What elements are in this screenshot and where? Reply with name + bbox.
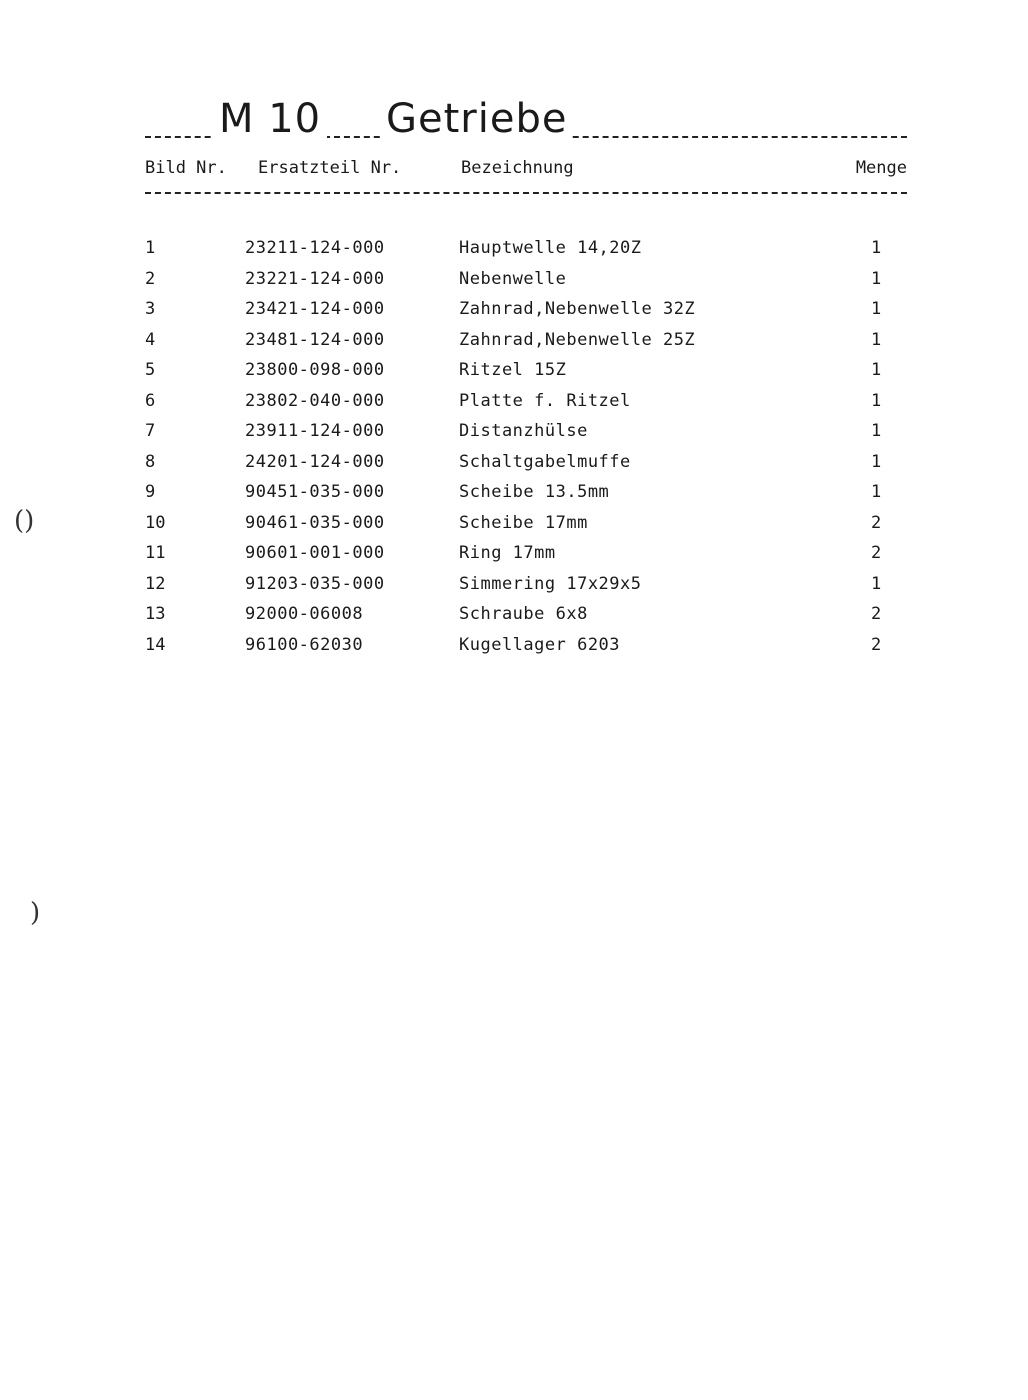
page-title bbox=[145, 96, 907, 146]
header-bezeichnung: Bezeichnung bbox=[461, 158, 574, 178]
menge: 1 bbox=[871, 299, 882, 319]
bezeichnung: Nebenwelle bbox=[459, 268, 567, 289]
bezeichnung: Schaltgabelmuffe bbox=[459, 451, 631, 472]
bild-nr: 3 bbox=[145, 299, 156, 319]
table-row bbox=[145, 635, 907, 666]
ersatzteil-nr: 91203-035-000 bbox=[245, 573, 385, 594]
ersatzteil-nr: 90451-035-000 bbox=[245, 482, 385, 502]
bezeichnung: Kugellager 6203 bbox=[459, 634, 621, 655]
menge: 1 bbox=[871, 390, 882, 411]
bild-nr: 8 bbox=[145, 451, 156, 472]
section-name: Getriebe bbox=[382, 96, 571, 142]
bezeichnung: Platte f. Ritzel bbox=[459, 390, 631, 411]
header-menge: Menge bbox=[855, 158, 907, 178]
bezeichnung: Ritzel 15Z bbox=[459, 360, 567, 380]
punch-hole-mark: () bbox=[14, 506, 35, 536]
bild-nr: 1 bbox=[145, 238, 156, 258]
bezeichnung: Scheibe 13.5mm bbox=[459, 482, 610, 502]
bezeichnung: Ring 17mm bbox=[459, 543, 556, 563]
table-row bbox=[145, 391, 907, 422]
bezeichnung: Hauptwelle 14,20Z bbox=[459, 238, 642, 258]
bild-nr: 9 bbox=[145, 482, 156, 502]
table-row bbox=[145, 360, 907, 391]
bild-nr: 4 bbox=[145, 329, 156, 350]
bezeichnung: Simmering 17x29x5 bbox=[459, 573, 642, 594]
ersatzteil-nr: 23421-124-000 bbox=[245, 299, 385, 319]
menge: 1 bbox=[871, 268, 882, 289]
menge: 2 bbox=[871, 543, 882, 563]
menge: 1 bbox=[871, 421, 882, 441]
bezeichnung: Schraube 6x8 bbox=[459, 604, 588, 624]
bild-nr: 11 bbox=[145, 543, 166, 563]
menge: 1 bbox=[871, 451, 882, 472]
table-row bbox=[145, 238, 907, 269]
menge: 1 bbox=[871, 329, 882, 350]
ersatzteil-nr: 23211-124-000 bbox=[245, 238, 385, 258]
table-row bbox=[145, 513, 907, 544]
ersatzteil-nr: 24201-124-000 bbox=[245, 451, 385, 472]
header-ersatzteil-nr: Ersatzteil Nr. bbox=[258, 158, 402, 178]
ersatzteil-nr: 90601-001-000 bbox=[245, 543, 385, 563]
ersatzteil-nr: 23800-098-000 bbox=[245, 360, 385, 380]
punch-hole-mark: ) bbox=[30, 898, 41, 928]
table-row bbox=[145, 574, 907, 605]
table-row bbox=[145, 452, 907, 483]
ersatzteil-nr: 23911-124-000 bbox=[245, 421, 385, 441]
table-row bbox=[145, 269, 907, 300]
table-row bbox=[145, 421, 907, 452]
ersatzteil-nr: 23221-124-000 bbox=[245, 268, 385, 289]
bezeichnung: Zahnrad,Nebenwelle 32Z bbox=[459, 299, 696, 319]
menge: 2 bbox=[871, 512, 882, 533]
bild-nr: 10 bbox=[145, 512, 166, 533]
menge: 1 bbox=[871, 482, 882, 502]
bezeichnung: Distanzhülse bbox=[459, 421, 588, 441]
menge: 1 bbox=[871, 238, 882, 258]
bild-nr: 6 bbox=[145, 390, 156, 411]
ersatzteil-nr: 23802-040-000 bbox=[245, 390, 385, 411]
parts-table bbox=[145, 238, 907, 665]
table-header bbox=[145, 158, 907, 182]
header-bild-nr: Bild Nr. bbox=[145, 158, 227, 178]
table-row bbox=[145, 299, 907, 330]
bild-nr: 14 bbox=[145, 634, 166, 655]
bild-nr: 2 bbox=[145, 268, 156, 289]
ersatzteil-nr: 90461-035-000 bbox=[245, 512, 385, 533]
ersatzteil-nr: 96100-62030 bbox=[245, 634, 364, 655]
table-row bbox=[145, 482, 907, 513]
menge: 2 bbox=[871, 604, 882, 624]
bild-nr: 5 bbox=[145, 360, 156, 380]
table-row bbox=[145, 330, 907, 361]
section-code: M 10 bbox=[213, 96, 327, 142]
bild-nr: 7 bbox=[145, 421, 156, 441]
bezeichnung: Zahnrad,Nebenwelle 25Z bbox=[459, 329, 696, 350]
table-row bbox=[145, 543, 907, 574]
ersatzteil-nr: 23481-124-000 bbox=[245, 329, 385, 350]
bild-nr: 12 bbox=[145, 573, 166, 594]
table-row bbox=[145, 604, 907, 635]
header-dashed-rule bbox=[145, 192, 907, 194]
bezeichnung: Scheibe 17mm bbox=[459, 512, 588, 533]
bild-nr: 13 bbox=[145, 604, 166, 624]
menge: 1 bbox=[871, 573, 882, 594]
ersatzteil-nr: 92000-06008 bbox=[245, 604, 364, 624]
menge: 2 bbox=[871, 634, 882, 655]
menge: 1 bbox=[871, 360, 882, 380]
